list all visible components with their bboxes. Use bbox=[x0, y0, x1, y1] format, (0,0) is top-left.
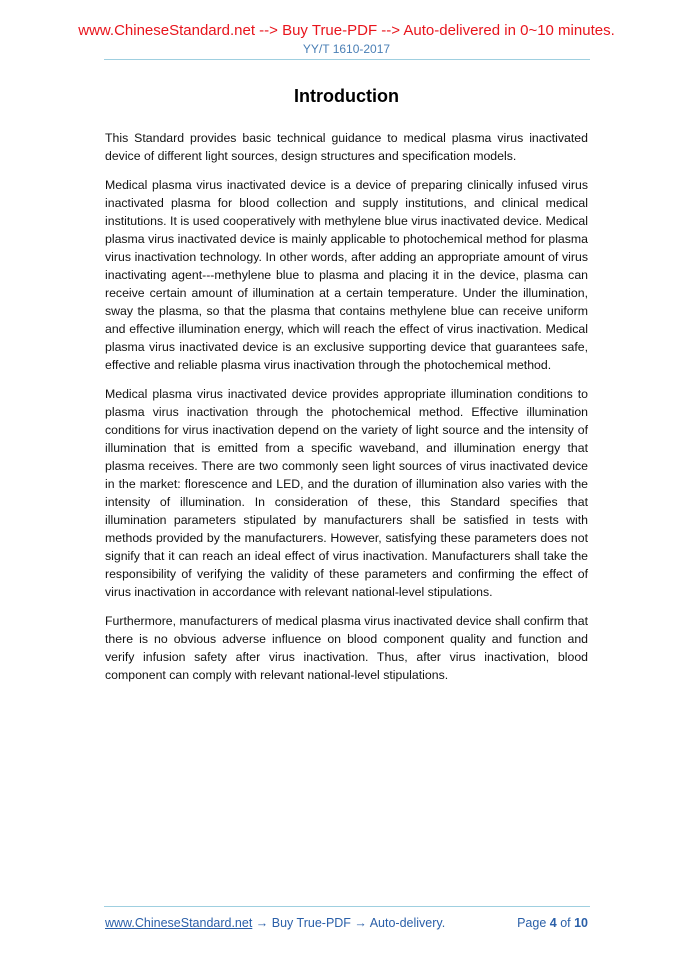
header-banner[interactable]: www.ChineseStandard.net --> Buy True-PDF --> Auto-delivered in 0~10 minutes. bbox=[78, 22, 615, 39]
footer-divider bbox=[104, 906, 590, 907]
paragraph: Medical plasma virus inactivated device is a device of preparing clinically infused virus inactivated plasma for blood collection and supply institutions, and clinical medical institutions. It is used cooperatively with methylene blue virus inactivated device. Medical plasma virus inactivated device is mainly applicable to photochemical method for plasma virus inactivation technology. In other words, after adding an appropriate amount of virus inactivating agent---methylene blue to plasma and placing it in the device, plasma can receive certain amount of illumination at a certain temperature. Under the illumination, sway the plasma, so that the plasma that contains methylene blue can receive uniform and effective illumination energy, which will reach the effect of virus inactivation. Medical plasma virus inactivated device is an exclusive supporting device that guarantees safe, effective and reliable plasma virus inactivation through the photochemical method. bbox=[105, 178, 588, 372]
footer-text: → Buy True-PDF → Auto-delivery. bbox=[252, 916, 446, 930]
page-label: Page bbox=[517, 916, 550, 930]
footer-link[interactable]: www.ChineseStandard.net bbox=[105, 916, 253, 930]
footer-left bbox=[105, 916, 445, 930]
standard-code: YY/T 1610-2017 bbox=[302, 42, 391, 56]
footer bbox=[105, 916, 588, 930]
of-label: of bbox=[556, 916, 575, 930]
paragraph: Furthermore, manufacturers of medical plasma virus inactivated device shall confirm that there is no obvious adverse influence on blood component quality and function and verify infusion safety after virus inactivation. Thus, after virus inactivation, blood component can comply with relevant national-level stipulations. bbox=[105, 614, 588, 682]
paragraph: Medical plasma virus inactivated device provides appropriate illumination conditions to plasma virus inactivation through the photochemical method. Effective illumination conditions for virus inactivation depend on the variety of light source and the intensity of illumination that is emitted from a specific waveband, and illumination energy that plasma receives. There are two commonly seen light sources of virus inactivated device in the market: florescence and LED, and the duration of illumination also varies with the intensity of illumination. In consideration of these, this Standard specifies that illumination parameters stipulated by manufacturers shall be satisfied in tests with methods provided by the manufacturers. However, satisfying these parameters does not signify that it can reach an ideal effect of virus inactivation. Manufacturers shall take the responsibility of verifying the validity of these parameters and confirming the effect of virus inactivation in accordance with relevant national-level stipulations. bbox=[105, 387, 588, 599]
page-total: 10 bbox=[574, 916, 588, 930]
header-divider bbox=[104, 59, 590, 60]
paragraph: This Standard provides basic technical guidance to medical plasma virus inactivated device of different light sources, design structures and specification models. bbox=[105, 131, 588, 163]
body-text bbox=[105, 129, 588, 695]
page-title: Introduction bbox=[294, 86, 399, 106]
page-current: 4 bbox=[549, 916, 557, 930]
page-number bbox=[517, 916, 588, 930]
